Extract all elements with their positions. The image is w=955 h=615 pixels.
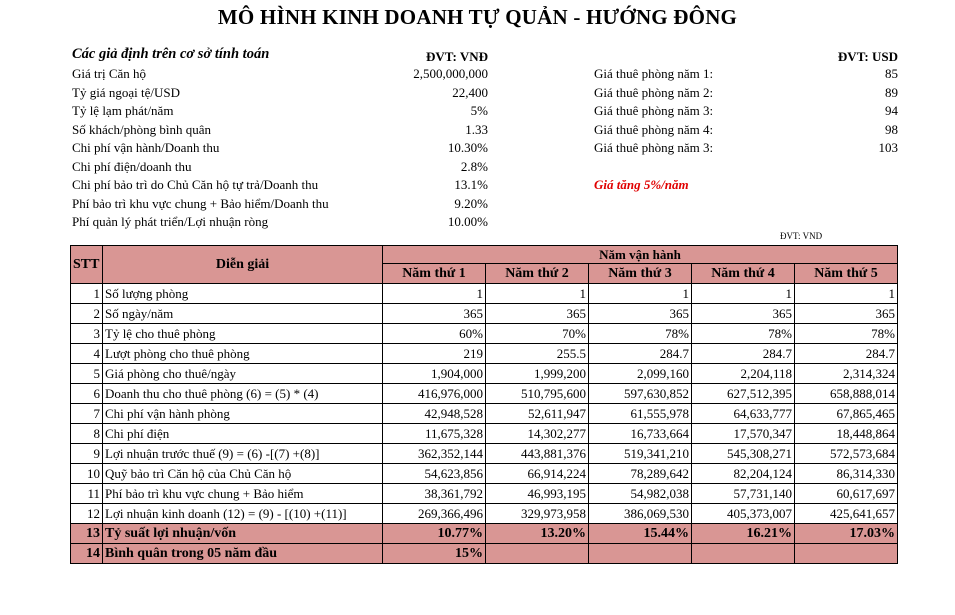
empty-cell: [589, 544, 692, 564]
table-unit: ĐVT: VND: [780, 231, 823, 241]
table-row: [71, 504, 898, 524]
row-value: 54,623,856: [383, 464, 486, 484]
row-desc: Chi phí vận hành phòng: [103, 404, 383, 424]
assumption-label: Phí quản lý phát triển/Lợi nhuận ròng: [72, 214, 269, 229]
room-rate-label: Giá thuê phòng năm 1:: [594, 66, 714, 81]
unit-vnd: ĐVT: VNĐ: [426, 49, 488, 64]
row-value: 67,865,465: [795, 404, 898, 424]
table-row: [71, 424, 898, 444]
row-stt: 9: [71, 444, 103, 464]
row-stt: 3: [71, 324, 103, 344]
room-rate-label: Giá thuê phòng năm 4:: [594, 121, 714, 137]
assumption-value: 1.33: [465, 121, 488, 137]
row-desc: Số ngày/năm: [103, 304, 383, 324]
assumption-value: 10.30%: [447, 140, 488, 155]
row-stt: 13: [71, 524, 103, 544]
row-value: 13.20%: [486, 524, 589, 544]
row-value: 54,982,038: [589, 484, 692, 504]
row-stt: 8: [71, 424, 103, 444]
year-header: Năm thứ 2: [486, 264, 589, 284]
assumption-value: 9.20%: [454, 195, 488, 211]
room-rate-value: 98: [885, 121, 898, 137]
assumption-value: 2,500,000,000: [413, 66, 488, 81]
table-row: [71, 484, 898, 504]
table-row: [71, 304, 898, 324]
row-desc: Số lượng phòng: [103, 284, 383, 304]
col-group-header: Năm vận hành: [383, 246, 898, 264]
row-value: 78%: [692, 324, 795, 344]
table-row: [71, 364, 898, 384]
unit-usd: ĐVT: USD: [837, 49, 898, 64]
row-value: 284.7: [589, 344, 692, 364]
assumption-label: Chi phí bảo trì do Chủ Căn hộ tự trả/Doanh thu: [72, 177, 319, 192]
room-rate-label: Giá thuê phòng năm 3:: [594, 140, 714, 155]
year-header: Năm thứ 4: [692, 264, 795, 284]
row-value: 78%: [589, 324, 692, 344]
row-value: 52,611,947: [486, 404, 589, 424]
assumption-label: Giá trị Căn hộ: [72, 66, 147, 81]
assumption-label: Tỷ lệ lạm phát/năm: [72, 103, 174, 118]
row-value: 1: [692, 284, 795, 304]
row-value: 57,731,140: [692, 484, 795, 504]
year-header: Năm thứ 3: [589, 264, 692, 284]
row-value: 78,289,642: [589, 464, 692, 484]
row-value: 1,904,000: [383, 364, 486, 384]
row-value: 38,361,792: [383, 484, 486, 504]
row-value: 18,448,864: [795, 424, 898, 444]
row-value: 82,204,124: [692, 464, 795, 484]
row-value: 405,373,007: [692, 504, 795, 524]
row-value: 269,366,496: [383, 504, 486, 524]
row-value: 78%: [795, 324, 898, 344]
assumption-value: 22,400: [452, 84, 488, 100]
row-value: 365: [486, 304, 589, 324]
row-value: 17,570,347: [692, 424, 795, 444]
row-value: 658,888,014: [795, 384, 898, 404]
row-desc: Phí bảo trì khu vực chung + Bảo hiểm: [103, 484, 383, 504]
row-value: 14,302,277: [486, 424, 589, 444]
row-desc: Quỹ bảo trì Căn hộ của Chủ Căn hộ: [103, 464, 383, 484]
row-value: 11,675,328: [383, 424, 486, 444]
price-increase-note: Giá tăng 5%/năm: [594, 177, 689, 192]
row-desc: Tỷ lệ cho thuê phòng: [103, 324, 383, 344]
row-stt: 4: [71, 344, 103, 364]
assumption-value: 10.00%: [447, 214, 488, 229]
row-value: 443,881,376: [486, 444, 589, 464]
table-row: [71, 284, 898, 304]
row-value: 365: [589, 304, 692, 324]
row-value: 386,069,530: [589, 504, 692, 524]
row-stt: 2: [71, 304, 103, 324]
table-row: [71, 324, 898, 344]
row-stt: 7: [71, 404, 103, 424]
table-row: [71, 344, 898, 364]
row-value: 15.44%: [589, 524, 692, 544]
row-value: 365: [692, 304, 795, 324]
row-desc: Tỷ suất lợi nhuận/vốn: [103, 524, 383, 544]
row-desc: Lợi nhuận trước thuế (9) = (6) -[(7) +(8)]: [103, 444, 383, 464]
row-desc: Doanh thu cho thuê phòng (6) = (5) * (4): [103, 384, 383, 404]
assumption-label: Chi phí vận hành/Doanh thu: [72, 140, 220, 155]
row-value: 284.7: [692, 344, 795, 364]
empty-cell: [795, 544, 898, 564]
row-stt: 10: [71, 464, 103, 484]
table-row: [71, 384, 898, 404]
col-stt-header: STT: [71, 246, 103, 284]
row-desc: Lợi nhuận kinh doanh (12) = (9) - [(10) +(11)]: [103, 504, 383, 524]
year-header: Năm thứ 5: [795, 264, 898, 284]
assumption-label: Số khách/phòng bình quân: [72, 121, 212, 137]
col-desc-header: Diễn giải: [103, 246, 383, 284]
operating-years-table: [70, 245, 898, 564]
row-value: 219: [383, 344, 486, 364]
assumption-value: 13.1%: [454, 177, 488, 192]
assumption-value: 5%: [470, 103, 488, 118]
row-stt: 1: [71, 284, 103, 304]
year-header: Năm thứ 1: [383, 264, 486, 284]
room-rate-value: 85: [885, 66, 898, 81]
row-desc: Bình quân trong 05 năm đầu: [103, 544, 383, 564]
room-rate-value: 103: [878, 140, 898, 155]
row-value: 510,795,600: [486, 384, 589, 404]
table-row: [71, 464, 898, 484]
room-rate-label: Giá thuê phòng năm 2:: [594, 84, 714, 100]
empty-cell: [486, 544, 589, 564]
row-value: 572,573,684: [795, 444, 898, 464]
assumption-label: Phí bảo trì khu vực chung + Bảo hiểm/Doanh thu: [72, 195, 329, 211]
row-value: 86,314,330: [795, 464, 898, 484]
row-stt: 12: [71, 504, 103, 524]
page-title: MÔ HÌNH KINH DOANH TỰ QUẢN - HƯỚNG ĐÔNG: [217, 5, 738, 29]
row-stt: 5: [71, 364, 103, 384]
assumptions-heading: Các giả định trên cơ sở tính toán: [72, 46, 270, 62]
row-value: 60%: [383, 324, 486, 344]
room-rate-value: 94: [885, 103, 898, 118]
row-value: 16,733,664: [589, 424, 692, 444]
row-value: 519,341,210: [589, 444, 692, 464]
row-value: 64,633,777: [692, 404, 795, 424]
row-value: 284.7: [795, 344, 898, 364]
empty-cell: [692, 544, 795, 564]
row-value: 597,630,852: [589, 384, 692, 404]
table-row: [71, 404, 898, 424]
assumption-label: Tỷ giá ngoại tệ/USD: [72, 84, 180, 100]
room-rate-label: Giá thuê phòng năm 3:: [594, 103, 714, 118]
assumption-value: 2.8%: [460, 158, 488, 174]
row-value: 70%: [486, 324, 589, 344]
row-value: 2,099,160: [589, 364, 692, 384]
row-value: 1,999,200: [486, 364, 589, 384]
row-value: 255.5: [486, 344, 589, 364]
row-value: 16.21%: [692, 524, 795, 544]
profit-rate-row: [71, 524, 898, 544]
row-value: 61,555,978: [589, 404, 692, 424]
row-value: 545,308,271: [692, 444, 795, 464]
average-row: [71, 544, 898, 564]
row-value: 60,617,697: [795, 484, 898, 504]
row-value: 425,641,657: [795, 504, 898, 524]
row-value: 416,976,000: [383, 384, 486, 404]
row-value: 365: [383, 304, 486, 324]
row-value: 1: [795, 284, 898, 304]
row-desc: Lượt phòng cho thuê phòng: [103, 344, 383, 364]
row-desc: Giá phòng cho thuê/ngày: [103, 364, 383, 384]
row-value: 1: [383, 284, 486, 304]
row-value: 1: [589, 284, 692, 304]
row-value: 2,204,118: [692, 364, 795, 384]
assumption-label: Chi phí điện/doanh thu: [72, 158, 192, 174]
row-value: 15%: [383, 544, 486, 564]
row-value: 1: [486, 284, 589, 304]
row-value: 17.03%: [795, 524, 898, 544]
row-value: 10.77%: [383, 524, 486, 544]
row-value: 329,973,958: [486, 504, 589, 524]
table-row: [71, 444, 898, 464]
row-value: 627,512,395: [692, 384, 795, 404]
row-stt: 14: [71, 544, 103, 564]
row-desc: Chi phí điện: [103, 424, 383, 444]
row-value: 46,993,195: [486, 484, 589, 504]
row-stt: 11: [71, 484, 103, 504]
row-value: 365: [795, 304, 898, 324]
room-rate-value: 89: [885, 84, 898, 100]
row-stt: 6: [71, 384, 103, 404]
row-value: 66,914,224: [486, 464, 589, 484]
row-value: 362,352,144: [383, 444, 486, 464]
row-value: 2,314,324: [795, 364, 898, 384]
row-value: 42,948,528: [383, 404, 486, 424]
